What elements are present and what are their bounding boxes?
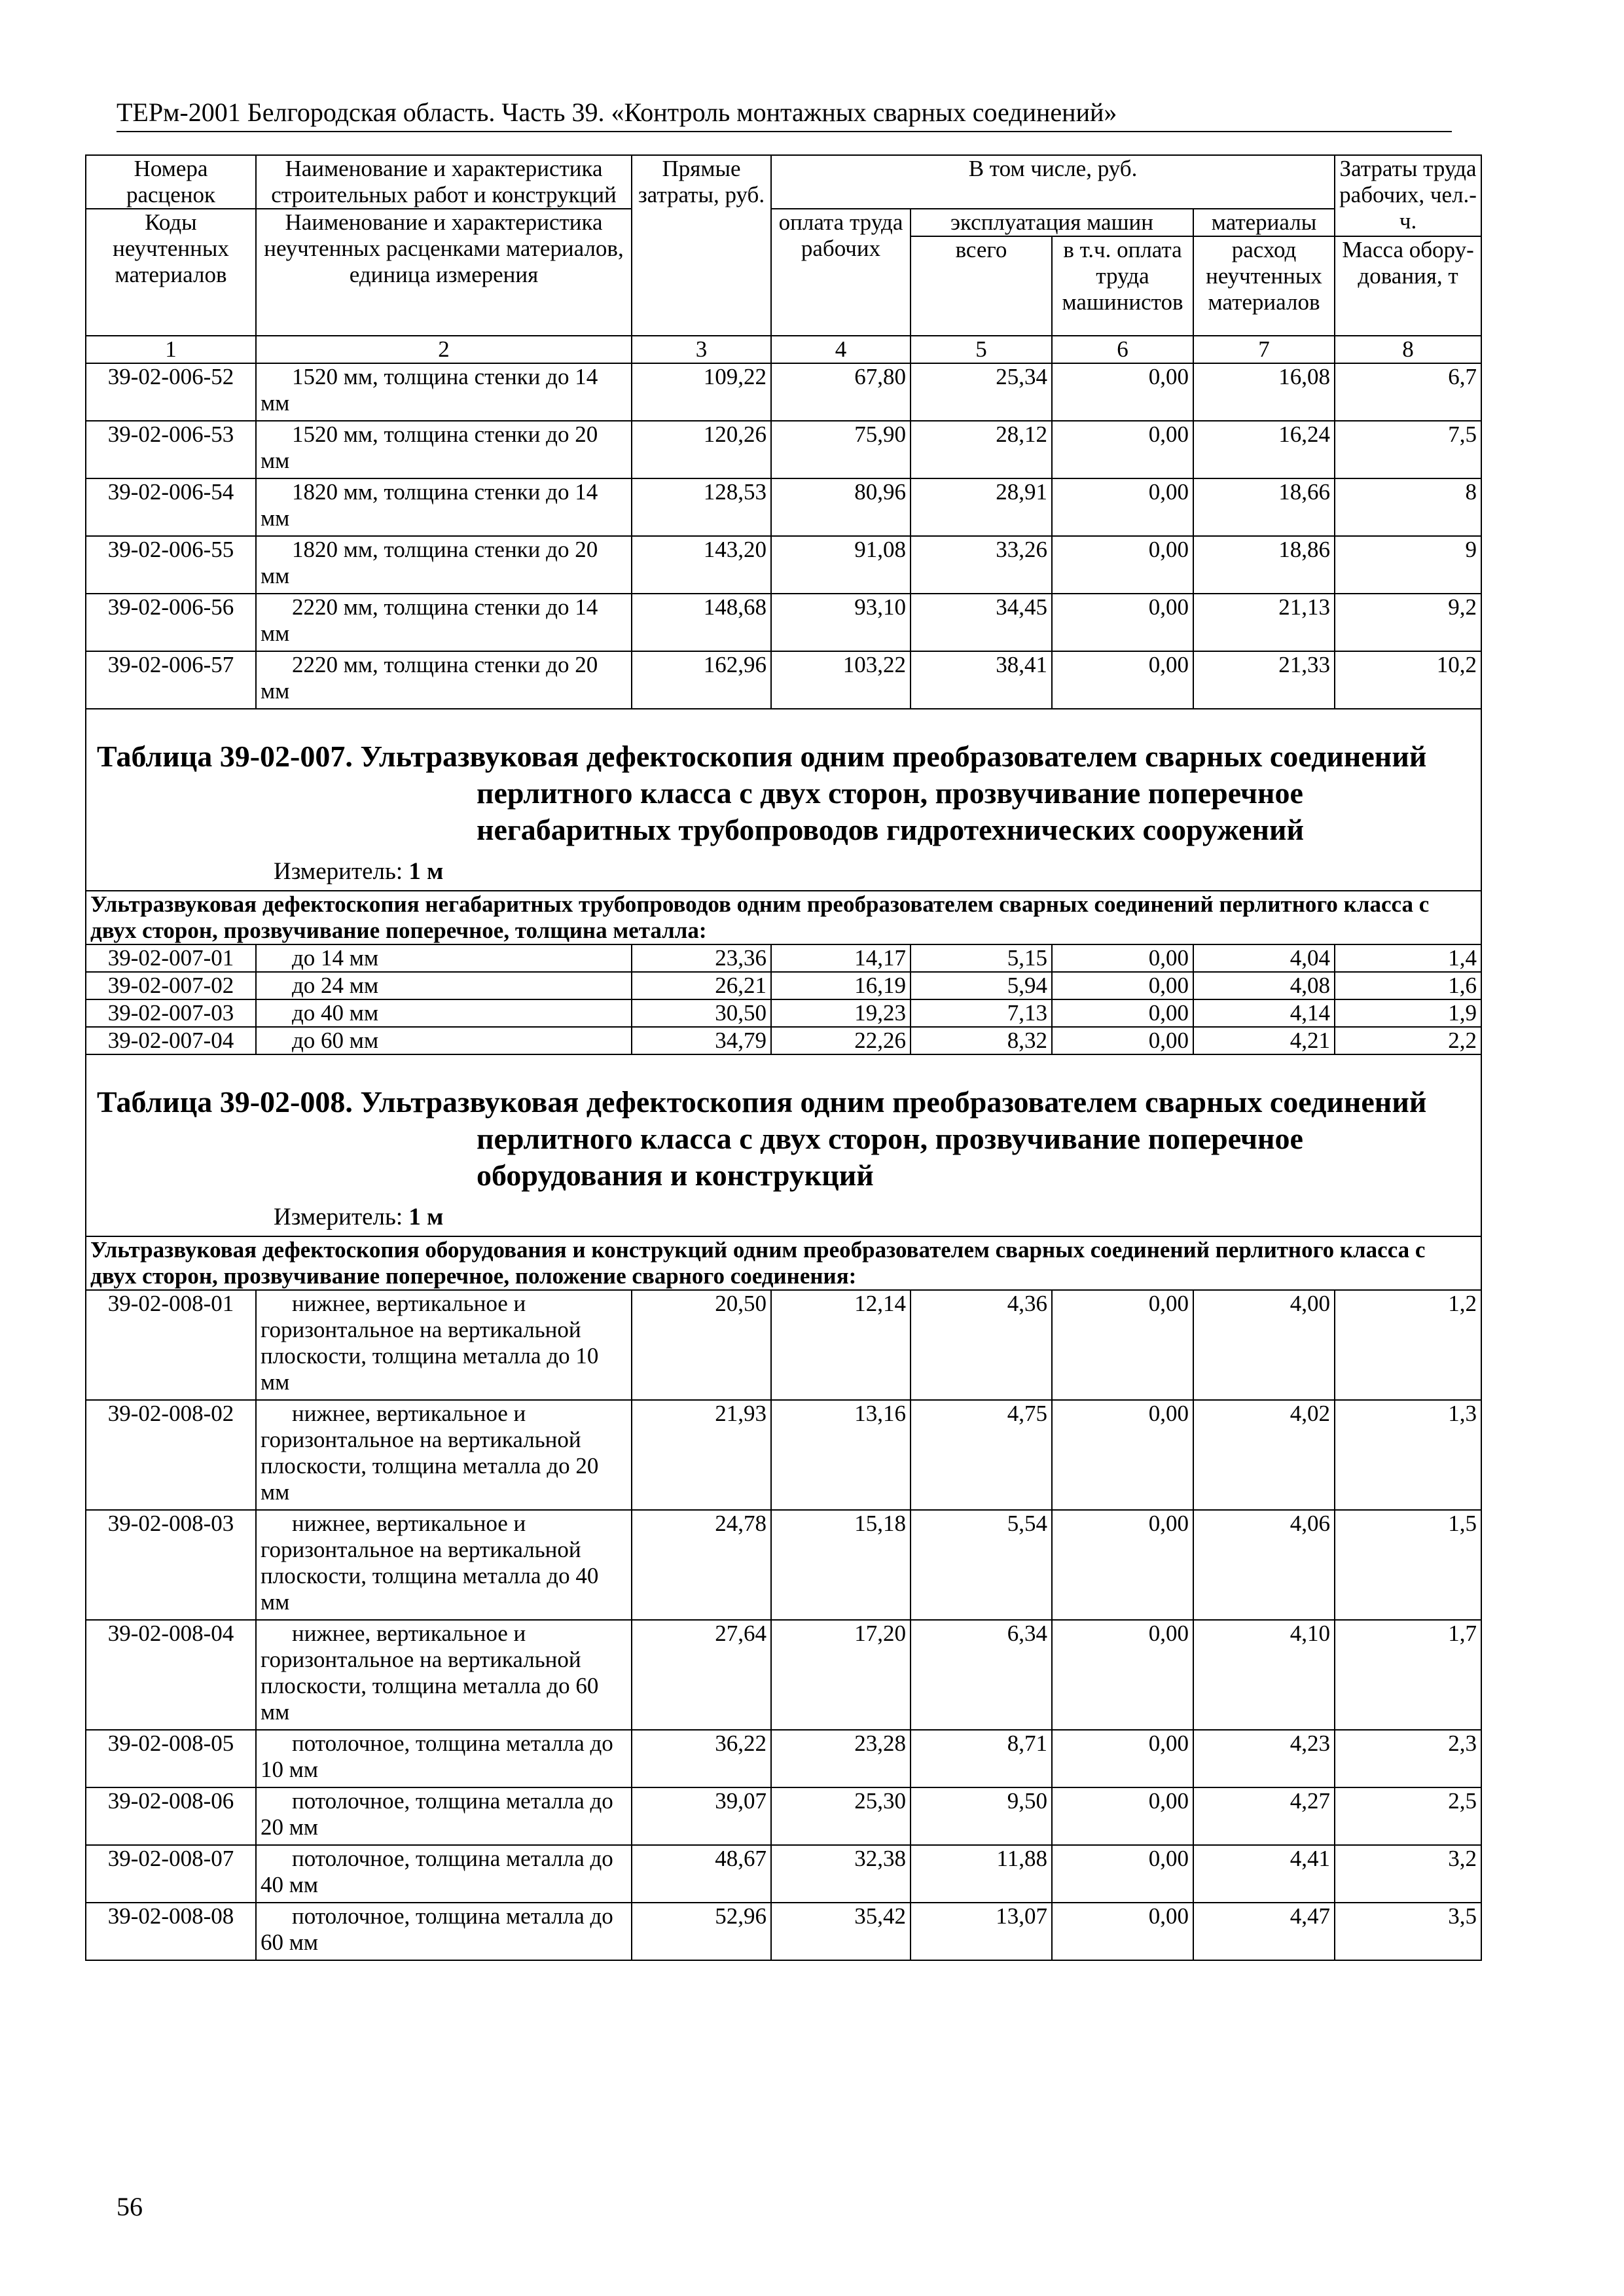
rate-row xyxy=(86,944,1481,972)
machinist-wages-value: 0,00 xyxy=(1052,999,1193,1027)
machines-value: 28,12 xyxy=(911,421,1052,478)
wages-value: 93,10 xyxy=(771,594,911,651)
machinist-wages-value: 0,00 xyxy=(1052,363,1193,421)
direct-costs-value: 109,22 xyxy=(632,363,771,421)
wages-value: 17,20 xyxy=(771,1620,911,1730)
labor-value: 9 xyxy=(1335,536,1481,594)
rate-row xyxy=(86,1510,1481,1620)
machinist-wages-value: 0,00 xyxy=(1052,1290,1193,1400)
wages-value: 80,96 xyxy=(771,478,911,536)
rate-name: нижнее, вертикальное и горизонтальное на вертикальной плоскости, толщина металла до 60 мм xyxy=(256,1620,632,1730)
wages-value: 13,16 xyxy=(771,1400,911,1510)
machinist-wages-value: 0,00 xyxy=(1052,1510,1193,1620)
rate-name: до 40 мм xyxy=(256,999,632,1027)
wages-value: 22,26 xyxy=(771,1027,911,1054)
machinist-wages-value: 0,00 xyxy=(1052,1400,1193,1510)
direct-costs-value: 36,22 xyxy=(632,1730,771,1787)
wages-value: 35,42 xyxy=(771,1903,911,1960)
header-machinist-wages: в т.ч. оплата труда машинистов xyxy=(1052,236,1193,336)
wages-value: 23,28 xyxy=(771,1730,911,1787)
machinist-wages-value: 0,00 xyxy=(1052,1787,1193,1845)
wages-value: 91,08 xyxy=(771,536,911,594)
table-title: Таблица 39-02-008. Ультразвуковая дефектоскопия одним преобразователем сварных соединений перлитного класса с двух сторон, прозвучивание поперечное оборудования и конструкций xyxy=(97,1085,1427,1192)
direct-costs-value: 27,64 xyxy=(632,1620,771,1730)
wages-value: 32,38 xyxy=(771,1845,911,1903)
materials-value: 4,23 xyxy=(1193,1730,1335,1787)
rate-code: 39-02-007-01 xyxy=(86,944,256,972)
rates-table xyxy=(85,154,1482,1961)
labor-value: 2,5 xyxy=(1335,1787,1481,1845)
materials-value: 4,47 xyxy=(1193,1903,1335,1960)
running-header: ТЕРм-2001 Белгородская область. Часть 39. «Контроль монтажных сварных соединений» xyxy=(117,97,1452,132)
machinist-wages-value: 0,00 xyxy=(1052,1027,1193,1054)
rate-row xyxy=(86,1730,1481,1787)
labor-value: 2,2 xyxy=(1335,1027,1481,1054)
machines-value: 8,32 xyxy=(911,1027,1052,1054)
rate-row xyxy=(86,421,1481,478)
column-number: 5 xyxy=(911,336,1052,363)
rate-code: 39-02-006-52 xyxy=(86,363,256,421)
meter xyxy=(90,1203,1477,1232)
rate-name: потолочное, толщина металла до 40 мм xyxy=(256,1845,632,1903)
labor-value: 7,5 xyxy=(1335,421,1481,478)
direct-costs-value: 24,78 xyxy=(632,1510,771,1620)
rate-row xyxy=(86,1290,1481,1400)
header-machines: эксплуатация машин xyxy=(911,209,1193,236)
labor-value: 6,7 xyxy=(1335,363,1481,421)
rate-row xyxy=(86,594,1481,651)
rate-code: 39-02-006-57 xyxy=(86,651,256,709)
direct-costs-value: 39,07 xyxy=(632,1787,771,1845)
rate-name: до 60 мм xyxy=(256,1027,632,1054)
machines-value: 7,13 xyxy=(911,999,1052,1027)
materials-value: 4,08 xyxy=(1193,972,1335,999)
header-mass: Масса обору-дования, т xyxy=(1335,236,1481,336)
meter-label: Измеритель: xyxy=(274,858,403,885)
direct-costs-value: 52,96 xyxy=(632,1903,771,1960)
wages-value: 16,19 xyxy=(771,972,911,999)
header-material-codes: Коды неучтенных материалов xyxy=(86,209,256,336)
labor-value: 2,3 xyxy=(1335,1730,1481,1787)
machines-value: 4,36 xyxy=(911,1290,1052,1400)
group-heading: Ультразвуковая дефектоскопия оборудования и конструкций одним преобразователем сварных соединений перлитного класса с двух сторон, прозвучивание поперечное, положение сварного соединения: xyxy=(86,1236,1481,1290)
direct-costs-value: 21,93 xyxy=(632,1400,771,1510)
materials-value: 4,21 xyxy=(1193,1027,1335,1054)
rate-row xyxy=(86,1903,1481,1960)
direct-costs-value: 143,20 xyxy=(632,536,771,594)
rate-name: 2220 мм, толщина стенки до 14 мм xyxy=(256,594,632,651)
direct-costs-value: 162,96 xyxy=(632,651,771,709)
materials-value: 4,04 xyxy=(1193,944,1335,972)
rate-code: 39-02-006-56 xyxy=(86,594,256,651)
rate-code: 39-02-008-04 xyxy=(86,1620,256,1730)
column-number: 2 xyxy=(256,336,632,363)
rate-row xyxy=(86,651,1481,709)
column-number: 4 xyxy=(771,336,911,363)
machines-value: 28,91 xyxy=(911,478,1052,536)
rate-name: потолочное, толщина металла до 60 мм xyxy=(256,1903,632,1960)
rate-code: 39-02-008-03 xyxy=(86,1510,256,1620)
rate-row xyxy=(86,1845,1481,1903)
rate-name: нижнее, вертикальное и горизонтальное на вертикальной плоскости, толщина металла до 10 мм xyxy=(256,1290,632,1400)
materials-value: 18,66 xyxy=(1193,478,1335,536)
labor-value: 3,5 xyxy=(1335,1903,1481,1960)
page-number: 56 xyxy=(117,2192,143,2221)
labor-value: 1,3 xyxy=(1335,1400,1481,1510)
header-row xyxy=(86,209,1481,236)
labor-value: 1,5 xyxy=(1335,1510,1481,1620)
wages-value: 19,23 xyxy=(771,999,911,1027)
direct-costs-value: 120,26 xyxy=(632,421,771,478)
header-material-names: Наименование и характеристика неучтенных расценками материалов, единица измерения xyxy=(256,209,632,336)
machinist-wages-value: 0,00 xyxy=(1052,1730,1193,1787)
machines-value: 9,50 xyxy=(911,1787,1052,1845)
rate-code: 39-02-008-06 xyxy=(86,1787,256,1845)
group-heading-row xyxy=(86,891,1481,944)
materials-value: 4,02 xyxy=(1193,1400,1335,1510)
machinist-wages-value: 0,00 xyxy=(1052,594,1193,651)
meter-value: 1 м xyxy=(408,1204,444,1230)
direct-costs-value: 48,67 xyxy=(632,1845,771,1903)
header-direct-costs: Прямые затраты, руб. xyxy=(632,155,771,336)
wages-value: 25,30 xyxy=(771,1787,911,1845)
rate-name: до 24 мм xyxy=(256,972,632,999)
rate-name: потолочное, толщина металла до 20 мм xyxy=(256,1787,632,1845)
rate-name: нижнее, вертикальное и горизонтальное на вертикальной плоскости, толщина металла до 40 мм xyxy=(256,1510,632,1620)
labor-value: 8 xyxy=(1335,478,1481,536)
header-row xyxy=(86,155,1481,209)
materials-value: 16,24 xyxy=(1193,421,1335,478)
materials-value: 4,00 xyxy=(1193,1290,1335,1400)
wages-value: 67,80 xyxy=(771,363,911,421)
machines-value: 25,34 xyxy=(911,363,1052,421)
direct-costs-value: 26,21 xyxy=(632,972,771,999)
machines-value: 4,75 xyxy=(911,1400,1052,1510)
direct-costs-value: 30,50 xyxy=(632,999,771,1027)
header-materials: материалы xyxy=(1193,209,1335,236)
header-work-name: Наименование и характеристика строительных работ и конструкций xyxy=(256,155,632,209)
machines-value: 34,45 xyxy=(911,594,1052,651)
rate-name: 1520 мм, толщина стенки до 20 мм xyxy=(256,421,632,478)
meter-label: Измеритель: xyxy=(274,1204,403,1230)
machines-value: 38,41 xyxy=(911,651,1052,709)
rate-name: 1820 мм, толщина стенки до 14 мм xyxy=(256,478,632,536)
group-heading: Ультразвуковая дефектоскопия негабаритных трубопроводов одним преобразователем сварных соединений перлитного класса с двух сторон, прозвучивание поперечное, толщина металла: xyxy=(86,891,1481,944)
labor-value: 1,4 xyxy=(1335,944,1481,972)
rate-code: 39-02-007-02 xyxy=(86,972,256,999)
rate-row xyxy=(86,1400,1481,1510)
rate-name: нижнее, вертикальное и горизонтальное на вертикальной плоскости, толщина металла до 20 мм xyxy=(256,1400,632,1510)
labor-value: 9,2 xyxy=(1335,594,1481,651)
machinist-wages-value: 0,00 xyxy=(1052,944,1193,972)
machines-value: 5,15 xyxy=(911,944,1052,972)
rate-name: 1520 мм, толщина стенки до 14 мм xyxy=(256,363,632,421)
materials-value: 21,33 xyxy=(1193,651,1335,709)
direct-costs-value: 148,68 xyxy=(632,594,771,651)
machinist-wages-value: 0,00 xyxy=(1052,421,1193,478)
rate-code: 39-02-006-53 xyxy=(86,421,256,478)
materials-value: 21,13 xyxy=(1193,594,1335,651)
labor-value: 1,2 xyxy=(1335,1290,1481,1400)
rate-row xyxy=(86,1027,1481,1054)
rate-row xyxy=(86,1787,1481,1845)
column-number: 7 xyxy=(1193,336,1335,363)
column-number: 1 xyxy=(86,336,256,363)
machinist-wages-value: 0,00 xyxy=(1052,536,1193,594)
table-title: Таблица 39-02-007. Ультразвуковая дефектоскопия одним преобразователем сварных соединений перлитного класса с двух сторон, прозвучивание поперечное негабаритных трубопроводов гидротехнических сооружений xyxy=(97,740,1427,846)
meter xyxy=(90,857,1477,886)
labor-value: 3,2 xyxy=(1335,1845,1481,1903)
machinist-wages-value: 0,00 xyxy=(1052,972,1193,999)
machines-value: 8,71 xyxy=(911,1730,1052,1787)
rate-row xyxy=(86,972,1481,999)
machinist-wages-value: 0,00 xyxy=(1052,478,1193,536)
materials-value: 4,06 xyxy=(1193,1510,1335,1620)
rate-code: 39-02-008-01 xyxy=(86,1290,256,1400)
table-title-cell xyxy=(86,1054,1481,1236)
group-heading-row xyxy=(86,1236,1481,1290)
rate-name: 1820 мм, толщина стенки до 20 мм xyxy=(256,536,632,594)
materials-value: 16,08 xyxy=(1193,363,1335,421)
rate-row xyxy=(86,536,1481,594)
header-wages: оплата труда рабочих xyxy=(771,209,911,336)
rate-name: потолочное, толщина металла до 10 мм xyxy=(256,1730,632,1787)
machinist-wages-value: 0,00 xyxy=(1052,1845,1193,1903)
machines-value: 13,07 xyxy=(911,1903,1052,1960)
header-including: В том числе, руб. xyxy=(771,155,1335,209)
rate-row xyxy=(86,999,1481,1027)
labor-value: 1,6 xyxy=(1335,972,1481,999)
rate-code: 39-02-008-08 xyxy=(86,1903,256,1960)
table-title-cell xyxy=(86,709,1481,891)
wages-value: 14,17 xyxy=(771,944,911,972)
rate-row xyxy=(86,478,1481,536)
rate-code: 39-02-006-54 xyxy=(86,478,256,536)
rate-row xyxy=(86,1620,1481,1730)
rate-name: 2220 мм, толщина стенки до 20 мм xyxy=(256,651,632,709)
column-numbers-row xyxy=(86,336,1481,363)
direct-costs-value: 128,53 xyxy=(632,478,771,536)
table-title-row xyxy=(86,709,1481,891)
header-labor: Затраты труда рабочих, чел.-ч. xyxy=(1335,155,1481,236)
machines-value: 6,34 xyxy=(911,1620,1052,1730)
column-number: 6 xyxy=(1052,336,1193,363)
machines-value: 11,88 xyxy=(911,1845,1052,1903)
rate-code: 39-02-007-03 xyxy=(86,999,256,1027)
rate-code: 39-02-007-04 xyxy=(86,1027,256,1054)
materials-value: 4,10 xyxy=(1193,1620,1335,1730)
wages-value: 12,14 xyxy=(771,1290,911,1400)
header-machines-total: всего xyxy=(911,236,1052,336)
machinist-wages-value: 0,00 xyxy=(1052,651,1193,709)
materials-value: 18,86 xyxy=(1193,536,1335,594)
rate-row xyxy=(86,363,1481,421)
labor-value: 1,7 xyxy=(1335,1620,1481,1730)
rate-code: 39-02-008-02 xyxy=(86,1400,256,1510)
column-number: 8 xyxy=(1335,336,1481,363)
wages-value: 15,18 xyxy=(771,1510,911,1620)
header-materials-consumption: расход неучтенных материалов xyxy=(1193,236,1335,336)
wages-value: 75,90 xyxy=(771,421,911,478)
rate-name: до 14 мм xyxy=(256,944,632,972)
column-number: 3 xyxy=(632,336,771,363)
direct-costs-value: 23,36 xyxy=(632,944,771,972)
labor-value: 1,9 xyxy=(1335,999,1481,1027)
materials-value: 4,27 xyxy=(1193,1787,1335,1845)
machines-value: 5,54 xyxy=(911,1510,1052,1620)
direct-costs-value: 34,79 xyxy=(632,1027,771,1054)
table-title-row xyxy=(86,1054,1481,1236)
machines-value: 5,94 xyxy=(911,972,1052,999)
meter-value: 1 м xyxy=(408,858,444,885)
wages-value: 103,22 xyxy=(771,651,911,709)
labor-value: 10,2 xyxy=(1335,651,1481,709)
machinist-wages-value: 0,00 xyxy=(1052,1620,1193,1730)
direct-costs-value: 20,50 xyxy=(632,1290,771,1400)
machinist-wages-value: 0,00 xyxy=(1052,1903,1193,1960)
machines-value: 33,26 xyxy=(911,536,1052,594)
rate-code: 39-02-008-07 xyxy=(86,1845,256,1903)
rate-code: 39-02-006-55 xyxy=(86,536,256,594)
materials-value: 4,41 xyxy=(1193,1845,1335,1903)
materials-value: 4,14 xyxy=(1193,999,1335,1027)
rate-code: 39-02-008-05 xyxy=(86,1730,256,1787)
header-rate-numbers: Номера расценок xyxy=(86,155,256,209)
